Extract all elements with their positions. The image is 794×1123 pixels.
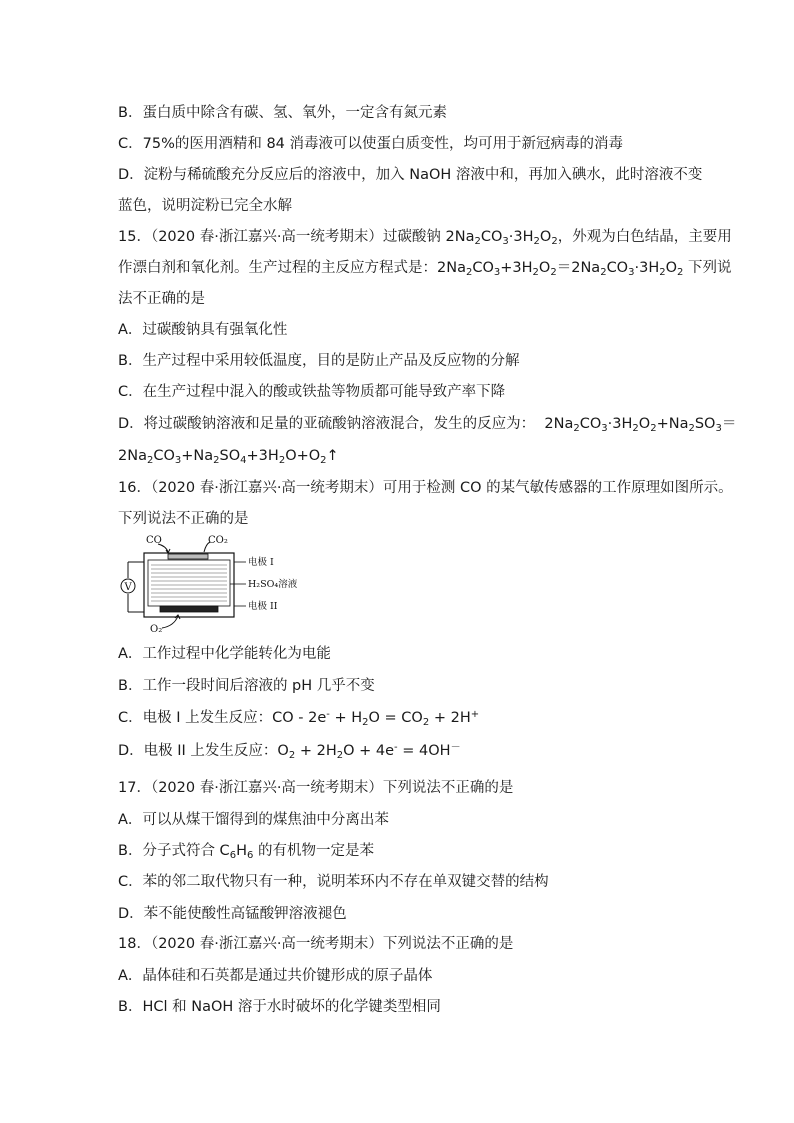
solution-label: H₂SO₄溶液	[248, 579, 298, 590]
q17-option-a: A．可以从煤干馏得到的煤焦油中分离出苯	[118, 812, 389, 828]
q15-option-a: A．过碳酸钠具有强氧化性	[118, 322, 288, 338]
q17-option-b: B．分子式符合 $C_6H_6$ 的有机物一定是苯	[118, 843, 374, 861]
electrode-1	[168, 554, 208, 559]
q18-option-b: B．HCl 和 NaOH 溶于水时破坏的化学键类型相同	[118, 999, 441, 1015]
q15-stem: 15．（2020 春·浙江嘉兴·高一统考期末）过碳酸钠 $2Na_2CO_3\cdot 3H_2O_2$，外观为白色结晶，主要用	[118, 229, 732, 247]
q15-stem-equation: 作漂白剂和氧化剂。生产过程的主反应方程式是：$2Na_2CO_3+3H_2O_2=2Na_2CO_3\cdot 3H_2O_2$ 下列说	[118, 260, 732, 278]
q15-option-d-equation: $2Na_2CO_3+Na_2SO_4+3H_2O+O_2↑$	[118, 448, 339, 466]
q16-option-b: B．工作一段时间后溶液的 pH 几乎不变	[118, 678, 375, 694]
q16-option-a: A．工作过程中化学能转化为电能	[118, 646, 331, 662]
q16-stem-end: 下列说法不正确的是	[118, 511, 249, 527]
electrode-2	[160, 606, 218, 612]
q15-option-b: B．生产过程中采用较低温度，目的是防止产品及反应物的分解	[118, 353, 520, 369]
q16-stem: 16．（2020 春·浙江嘉兴·高一统考期末）可用于检测 CO 的某气敏传感器的工作原理如图所示。	[118, 480, 733, 496]
electrode-2-label: 电极 II	[248, 601, 278, 612]
q17-option-c: C．苯的邻二取代物只有一种，说明苯环内不存在单双键交替的结构	[118, 874, 549, 890]
q14-option-c: C．75%的医用酒精和 84 消毒液可以使蛋白质变性，均可用于新冠病毒的消毒	[118, 136, 624, 152]
q15-stem-end: 法不正确的是	[118, 291, 205, 307]
q15-option-c: C．在生产过程中混入的酸或铁盐等物质都可能导致产率下降	[118, 384, 506, 400]
q16-option-c: C．电极 I 上发生反应：CO - $2e^- + H_2O = CO_2 + 2H^+$	[118, 709, 480, 728]
voltmeter-label: V	[124, 582, 132, 593]
q14-option-b: B．蛋白质中除含有碳、氢、氧外，一定含有氮元素	[118, 105, 447, 121]
q17-option-d: D．苯不能使酸性高锰酸钾溶液褪色	[118, 906, 347, 922]
co-label: CO	[146, 535, 162, 546]
electrode-1-label: 电极 I	[248, 557, 274, 568]
q18-option-a: A．晶体硅和石英都是通过共价键形成的原子晶体	[118, 968, 433, 984]
q17-stem: 17．（2020 春·浙江嘉兴·高一统考期末）下列说法不正确的是	[118, 780, 514, 796]
q18-stem: 18．（2020 春·浙江嘉兴·高一统考期末）下列说法不正确的是	[118, 936, 514, 952]
co2-label: CO₂	[208, 535, 228, 546]
o2-label: O₂	[150, 624, 163, 635]
q15-option-d: D．将过碳酸钠溶液和足量的亚硫酸钠溶液混合，发生的反应为： $2Na_2CO_3\cdot 3H_2O_2+Na_2SO_3=$	[118, 416, 737, 434]
q16-option-d: D．电极 II 上发生反应：$O_2 + 2H_2O + 4e^- = 4OH^-$	[118, 742, 461, 761]
q14-option-d: D．淀粉与稀硫酸充分反应后的溶液中，加入 NaOH 溶液中和，再加入碘水，此时溶液不变	[118, 167, 703, 183]
q14-option-d-cont: 蓝色，说明淀粉已完全水解	[118, 198, 292, 214]
gas-sensor-diagram	[118, 532, 318, 636]
